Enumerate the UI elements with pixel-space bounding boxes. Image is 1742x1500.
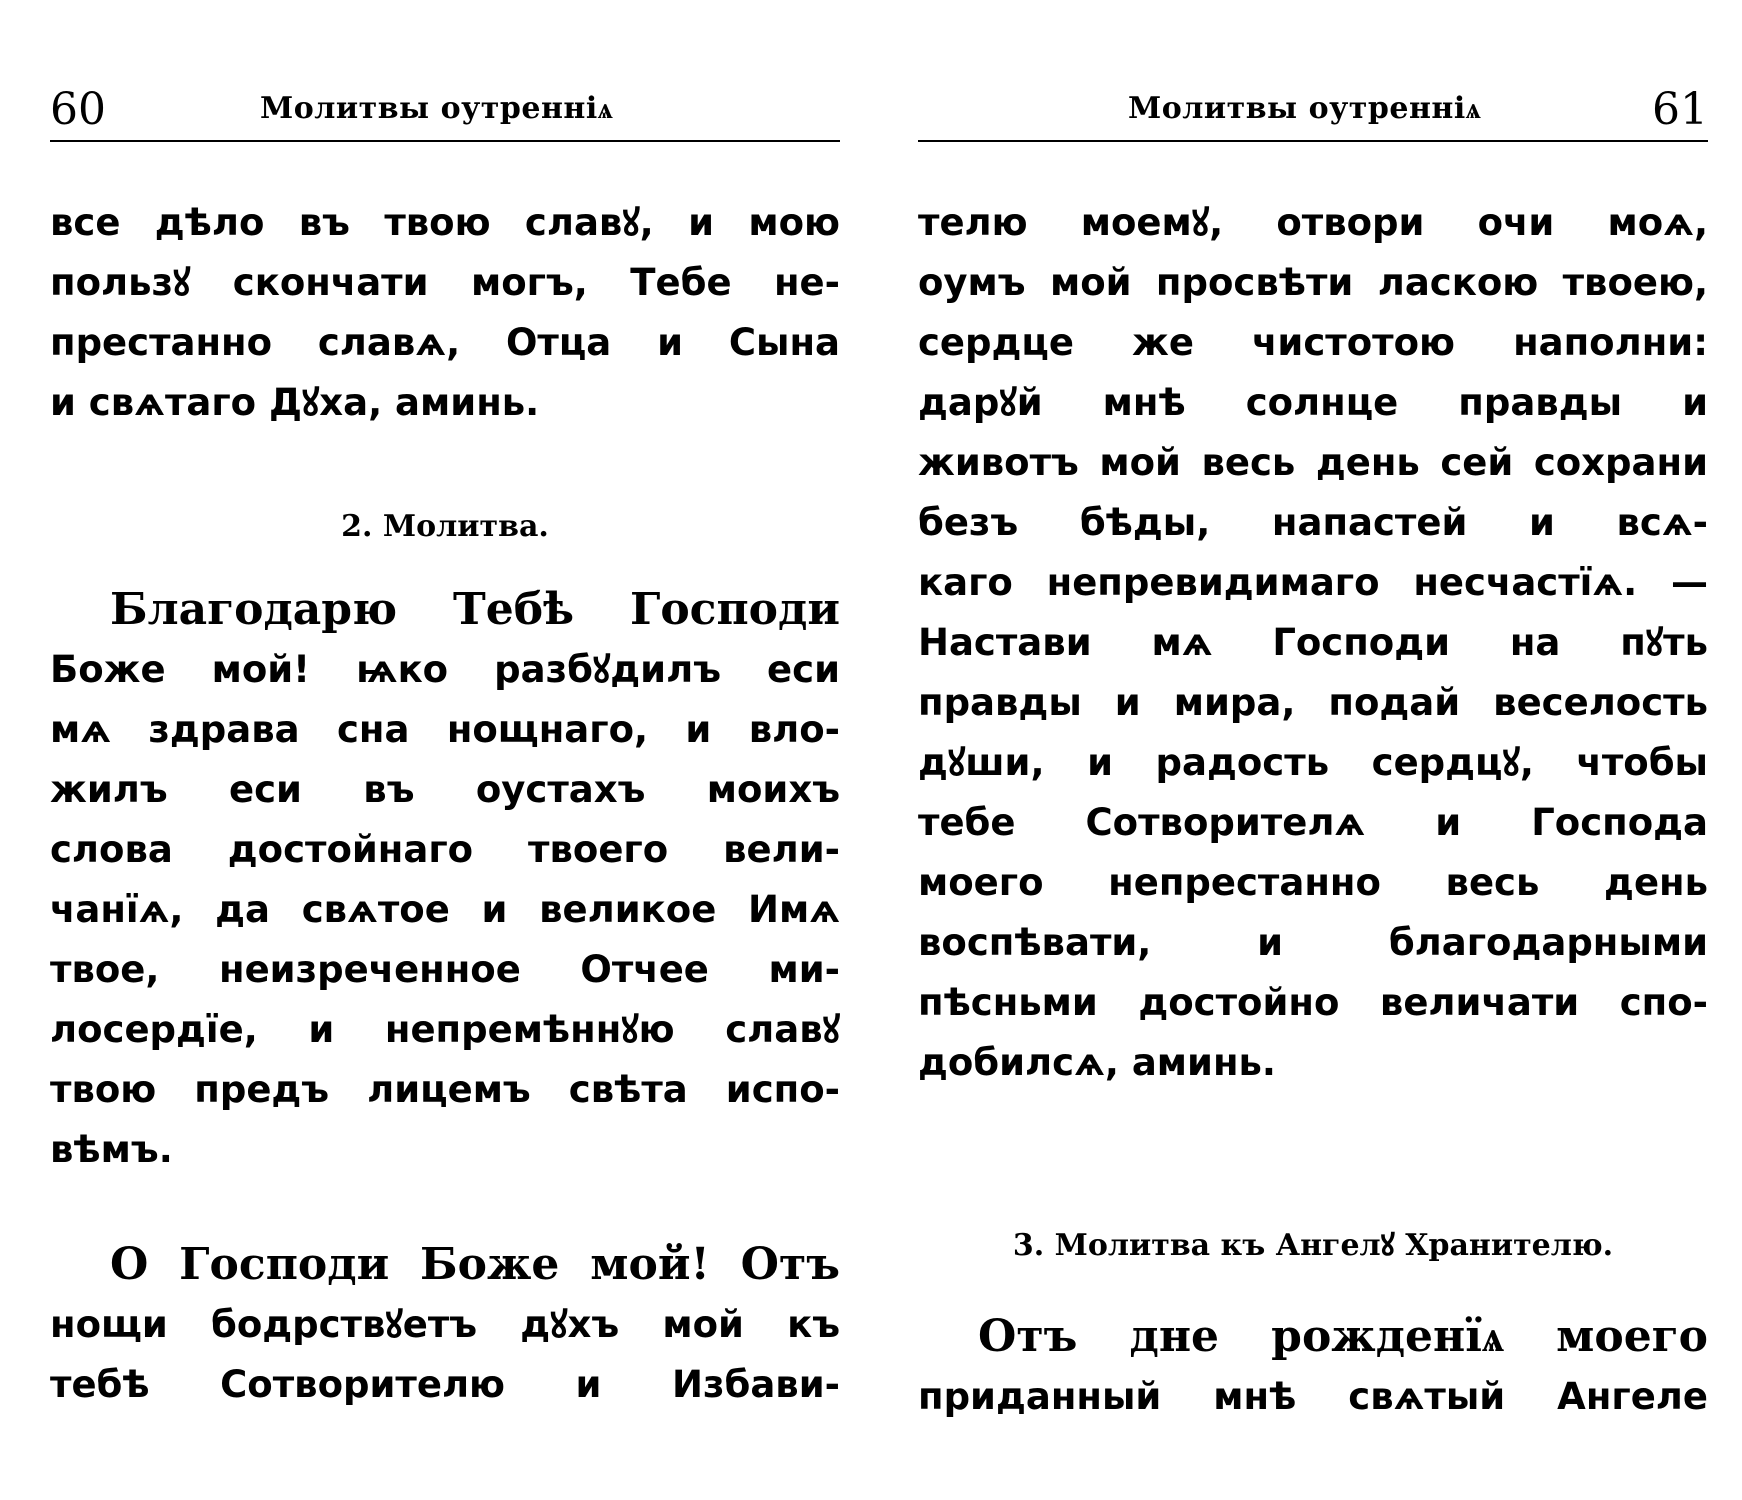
paragraph	[918, 1307, 1708, 1427]
text-line: добилсѧ, аминь.	[918, 1041, 1276, 1084]
text-line: Благодарю Тебѣ Господи	[110, 584, 840, 635]
page-number: 60	[50, 84, 106, 135]
text-line: чанїѧ, да свѧтое и великое Имѧ	[50, 888, 840, 931]
running-title: Молитвы оутренніѧ	[260, 91, 614, 126]
page-number: 61	[1652, 84, 1708, 135]
prayer-heading: 3. Молитва къ Ангелꙋ Хранителю.	[1012, 1228, 1614, 1263]
text-line: животъ мой весь день сей сохрани	[918, 441, 1708, 484]
text-line: моего непрестанно весь день	[918, 861, 1708, 904]
paragraph	[918, 193, 1708, 1093]
text-line: слова достойнаго твоего вели-	[50, 828, 840, 871]
running-title: Молитвы оутренніѧ	[1128, 91, 1482, 126]
text-line: О Господи Боже мой! Отъ	[110, 1239, 840, 1290]
text-line: твое, неизреченное Отчее ми-	[50, 948, 840, 991]
text-line: вѣмъ.	[50, 1128, 173, 1171]
text-line: оумъ мой просвѣти ласкою твоею,	[918, 261, 1708, 304]
text-line: твою предъ лицемъ свѣта испо-	[50, 1068, 840, 1111]
text-line: сердце же чистотою наполни:	[918, 321, 1708, 364]
text-line: Боже мой! ѩко разбꙋдилъ еси	[50, 648, 840, 691]
paragraph	[50, 580, 840, 1180]
text-line: тебѣ Сотворителю и Избави-	[50, 1363, 840, 1406]
text-line: дарꙋй мнѣ солнце правды и	[918, 381, 1708, 424]
left-page	[50, 0, 840, 1500]
text-line: престанно славѧ, Отца и Сына	[50, 321, 840, 364]
text-line: тебе Сотворителѧ и Господа	[918, 801, 1708, 844]
paragraph	[50, 1235, 840, 1415]
text-line: Настави мѧ Господи на пꙋть	[918, 621, 1708, 664]
text-line: лосердїе, и непремѣннꙋю славꙋ	[50, 1008, 840, 1051]
text-line: нощи бодрствꙋетъ дꙋхъ мой къ	[50, 1303, 840, 1346]
text-line: воспѣвати, и благодарными	[918, 921, 1708, 964]
prayer-heading: 2. Молитва.	[341, 509, 549, 544]
right-page-header	[918, 78, 1708, 142]
text-line: и свѧтаго Дꙋха, аминь.	[50, 381, 540, 424]
text-line: жилъ еси въ оустахъ моихъ	[50, 768, 840, 811]
right-page	[918, 0, 1708, 1500]
text-line: каго непревидимаго несчастїѧ. —	[918, 561, 1708, 604]
text-line: Отъ дне рожденїѧ моего	[978, 1311, 1708, 1362]
text-line: пользꙋ скончати могъ, Тебе не-	[50, 261, 840, 304]
text-line: приданный мнѣ свѧтый Ангеле	[918, 1375, 1708, 1418]
text-line: дꙋши, и радость сердцꙋ, чтобы	[918, 741, 1708, 784]
text-line: безъ бѣды, напастей и всѧ-	[918, 501, 1708, 544]
text-line: правды и мира, подай веселость	[918, 681, 1708, 724]
paragraph	[50, 193, 840, 433]
left-page-header	[50, 78, 840, 142]
text-line: все дѣло въ твою славꙋ, и мою	[50, 201, 840, 244]
text-line: мѧ здрава сна нощнаго, и вло-	[50, 708, 840, 751]
text-line: пѣсньми достойно величати спо-	[918, 981, 1708, 1024]
text-line: телю моемꙋ, отвори очи моѧ,	[918, 201, 1708, 244]
